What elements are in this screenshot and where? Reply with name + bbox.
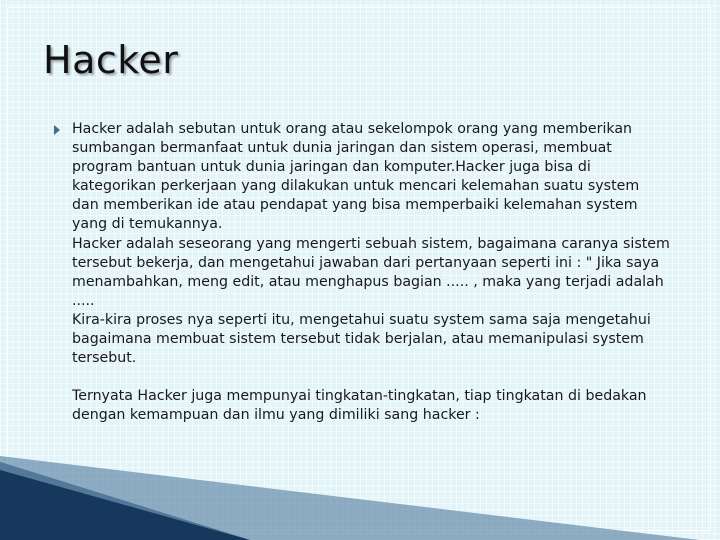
paragraph-levels: Ternyata Hacker juga mempunyai tingkatan-tingkatan, tiap tingkatan di bedakan dengan kemampuan dan ilmu yang dimiliki sang hacker : [72,388,647,424]
paragraph-process: Kira-kira proses nya seperti itu, mengetahui suatu system sama saja mengetahui bagaimana membuat sistem tersebut tidak berjalan, atau memanipulasi system tersebut. [72,311,651,367]
paragraph-definition: Hacker adalah sebutan untuk orang atau sekelompok orang yang memberikan sumbangan bermanfaat untuk dunia jaringan dan sistem operasi, membuat program bantuan untuk dunia jaringan dan komputer.Hacker juga bisa di kategorikan perkerjaan yang dilakukan untuk mencari kelemahan suatu system dan memberikan ide atau pendapat yang bisa memperbaiki kelemahan system yang di temukannya. [72,121,640,233]
slide-title: Hacker [43,38,179,82]
paragraph-understanding: Hacker adalah seseorang yang mengerti sebuah sistem, bagaimana caranya sistem tersebut bekerja, dan mengetahui jawaban dari pertanyaan seperti ini : " Jika saya menambahkan, meng edit, atau menghapus bagian ..... , maka yang terjadi adalah ..... [72,235,670,309]
